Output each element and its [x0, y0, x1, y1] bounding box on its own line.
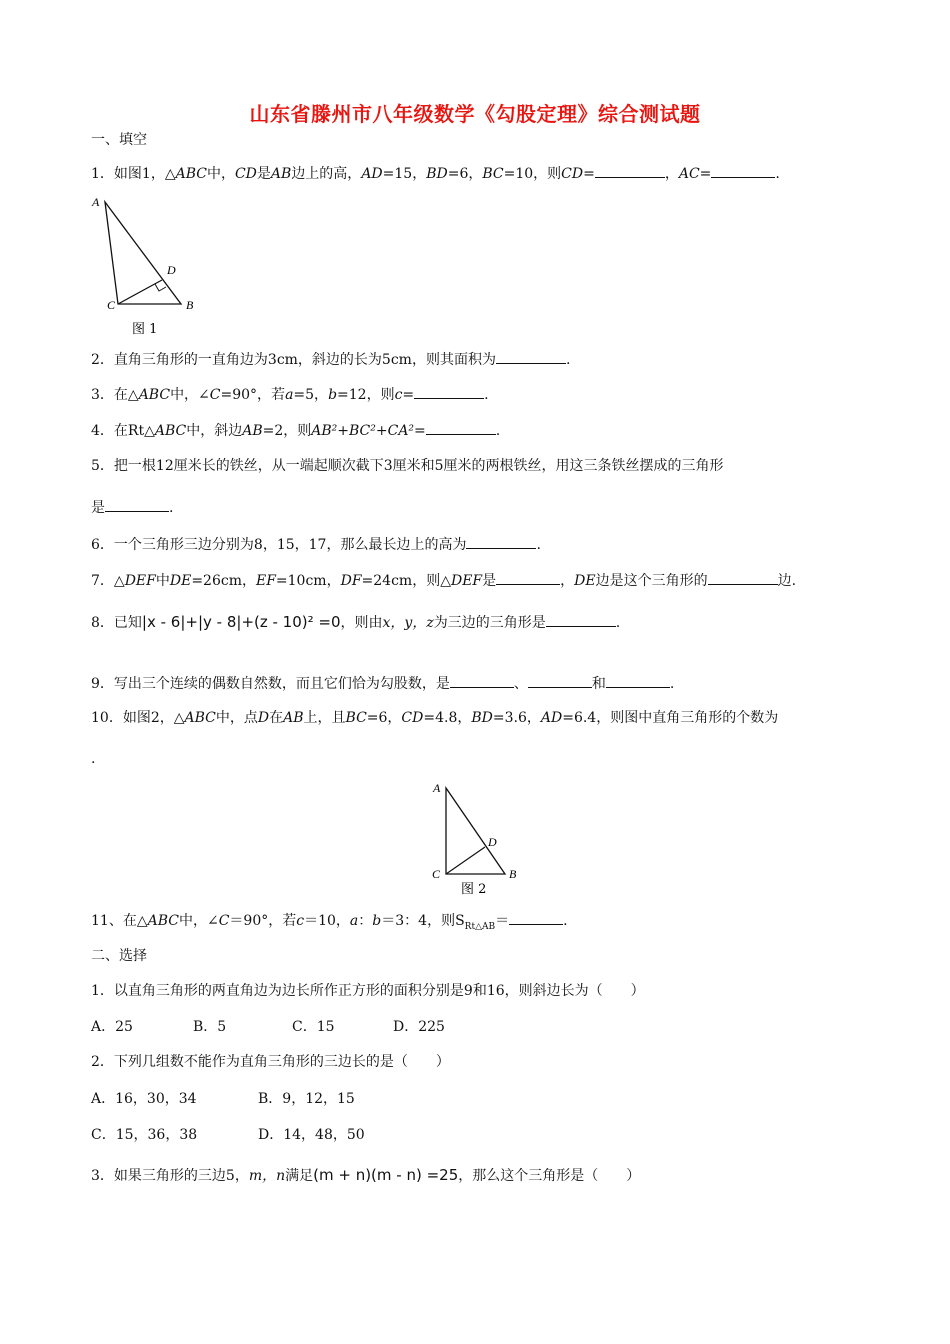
option-b[interactable]: B．9，12，15: [258, 1091, 355, 1107]
option-a[interactable]: A．25: [91, 1019, 133, 1035]
option-a[interactable]: A．16，30，34: [91, 1091, 197, 1107]
choice-question-1: 1．以直角三角形的两直角边为边长所作正方形的面积分别是9和16，则斜边长为（ ）: [91, 983, 645, 999]
answer-blank[interactable]: [496, 570, 560, 585]
answer-blank[interactable]: [708, 570, 778, 585]
formula-abs-sum: |x - 6|+|y - 8|+(z - 10)² =0: [141, 613, 341, 631]
question-1: 1．如图1，△ABC中，CD是AB边上的高，AD=15，BD=6，BC=10，则CD= ，AC= .: [91, 163, 780, 184]
question-4: 4．在Rt△ABC中，斜边AB=2，则AB²+BC²+CA²= .: [91, 420, 500, 441]
label-a: A: [92, 195, 100, 209]
answer-blank[interactable]: [595, 163, 665, 178]
label-b: B: [186, 298, 194, 312]
question-5-line-1: 5．把一根12厘米长的铁丝，从一端起顺次截下3厘米和5厘米的两根铁丝，用这三条铁丝摆成的三角形: [91, 458, 724, 474]
answer-blank[interactable]: [528, 673, 592, 688]
answer-blank[interactable]: [496, 349, 566, 364]
question-9: 9．写出三个连续的偶数自然数，而且它们恰为勾股数，是 、 和 .: [91, 673, 674, 694]
choice-1-options: [91, 1017, 445, 1037]
choice-question-3: 3．如果三角形的三边5，m，n满足(m + n)(m - n) =25，那么这个三角形是（ ）: [91, 1166, 641, 1184]
question-7: 7．△DEF中DE=26cm，EF=10cm，DF=24cm，则△DEF是 ，DE边是这个三角形的 边.: [91, 570, 796, 591]
question-3: 3．在△ABC中，∠C=90°，若a=5，b=12，则c= .: [91, 384, 489, 405]
answer-blank[interactable]: [711, 163, 775, 178]
figure-2: [428, 778, 528, 898]
answer-blank[interactable]: [414, 384, 484, 399]
question-6: 6．一个三角形三边分别为8，15，17，那么最长边上的高为 .: [91, 534, 541, 555]
section-multiple-choice: 二、选择: [91, 948, 147, 964]
question-8: 8．已知|x - 6|+|y - 8|+(z - 10)² =0，则由x，y，z为三边的三角形是 .: [91, 613, 621, 631]
question-5-line-2: 是 .: [91, 497, 173, 518]
right-angle-mark: [155, 284, 166, 291]
answer-blank[interactable]: [426, 420, 496, 435]
answer-blank[interactable]: [466, 534, 536, 549]
label-a: A: [433, 781, 441, 795]
option-c[interactable]: C．15，36，38: [91, 1127, 198, 1143]
answer-blank[interactable]: [509, 910, 563, 925]
formula-product: (m + n)(m - n) =25: [313, 1166, 459, 1184]
question-11: 11、在△ABC中，∠C＝90°，若c＝10，a：b＝3：4，则$S_{Rt\triangle AB}=$ .: [91, 910, 568, 937]
option-d[interactable]: D．225: [393, 1019, 445, 1035]
question-10-line-2: .: [91, 751, 96, 767]
label-c: C: [432, 867, 441, 881]
option-b[interactable]: B．5: [193, 1019, 227, 1035]
segment-cd: [446, 847, 485, 874]
question-10: 10．如图2，△ABC中，点D在AB上，且BC=6，CD=4.8，BD=3.6，AD=6.4，则图中直角三角形的个数为: [91, 710, 779, 726]
label-d: D: [488, 835, 497, 849]
triangle-abc: [446, 788, 505, 874]
label-d: D: [167, 263, 176, 277]
answer-blank[interactable]: [606, 673, 670, 688]
choice-2-options-row-1: [91, 1089, 355, 1109]
label-b: B: [509, 867, 517, 881]
option-c[interactable]: C．15: [292, 1019, 335, 1035]
answer-blank[interactable]: [450, 673, 514, 688]
figure-1-caption: 图 1: [132, 322, 158, 337]
figure-1: [88, 192, 208, 342]
answer-blank[interactable]: [105, 497, 169, 512]
label-c: C: [107, 298, 116, 312]
page-title: 山东省滕州市八年级数学《勾股定理》综合测试题: [249, 102, 701, 126]
option-d[interactable]: D．14，48，50: [258, 1127, 365, 1143]
choice-question-2: 2．下列几组数不能作为直角三角形的三边长的是（ ）: [91, 1054, 450, 1070]
triangle-abc: [105, 202, 181, 304]
question-2: 2．直角三角形的一直角边为3cm，斜边的长为5cm，则其面积为 .: [91, 349, 570, 370]
altitude-cd: [118, 280, 162, 304]
section-fill-blank: 一、填空: [91, 132, 147, 148]
figure-2-caption: 图 2: [461, 882, 487, 897]
choice-2-options-row-2: [91, 1125, 365, 1145]
answer-blank[interactable]: [546, 612, 616, 627]
